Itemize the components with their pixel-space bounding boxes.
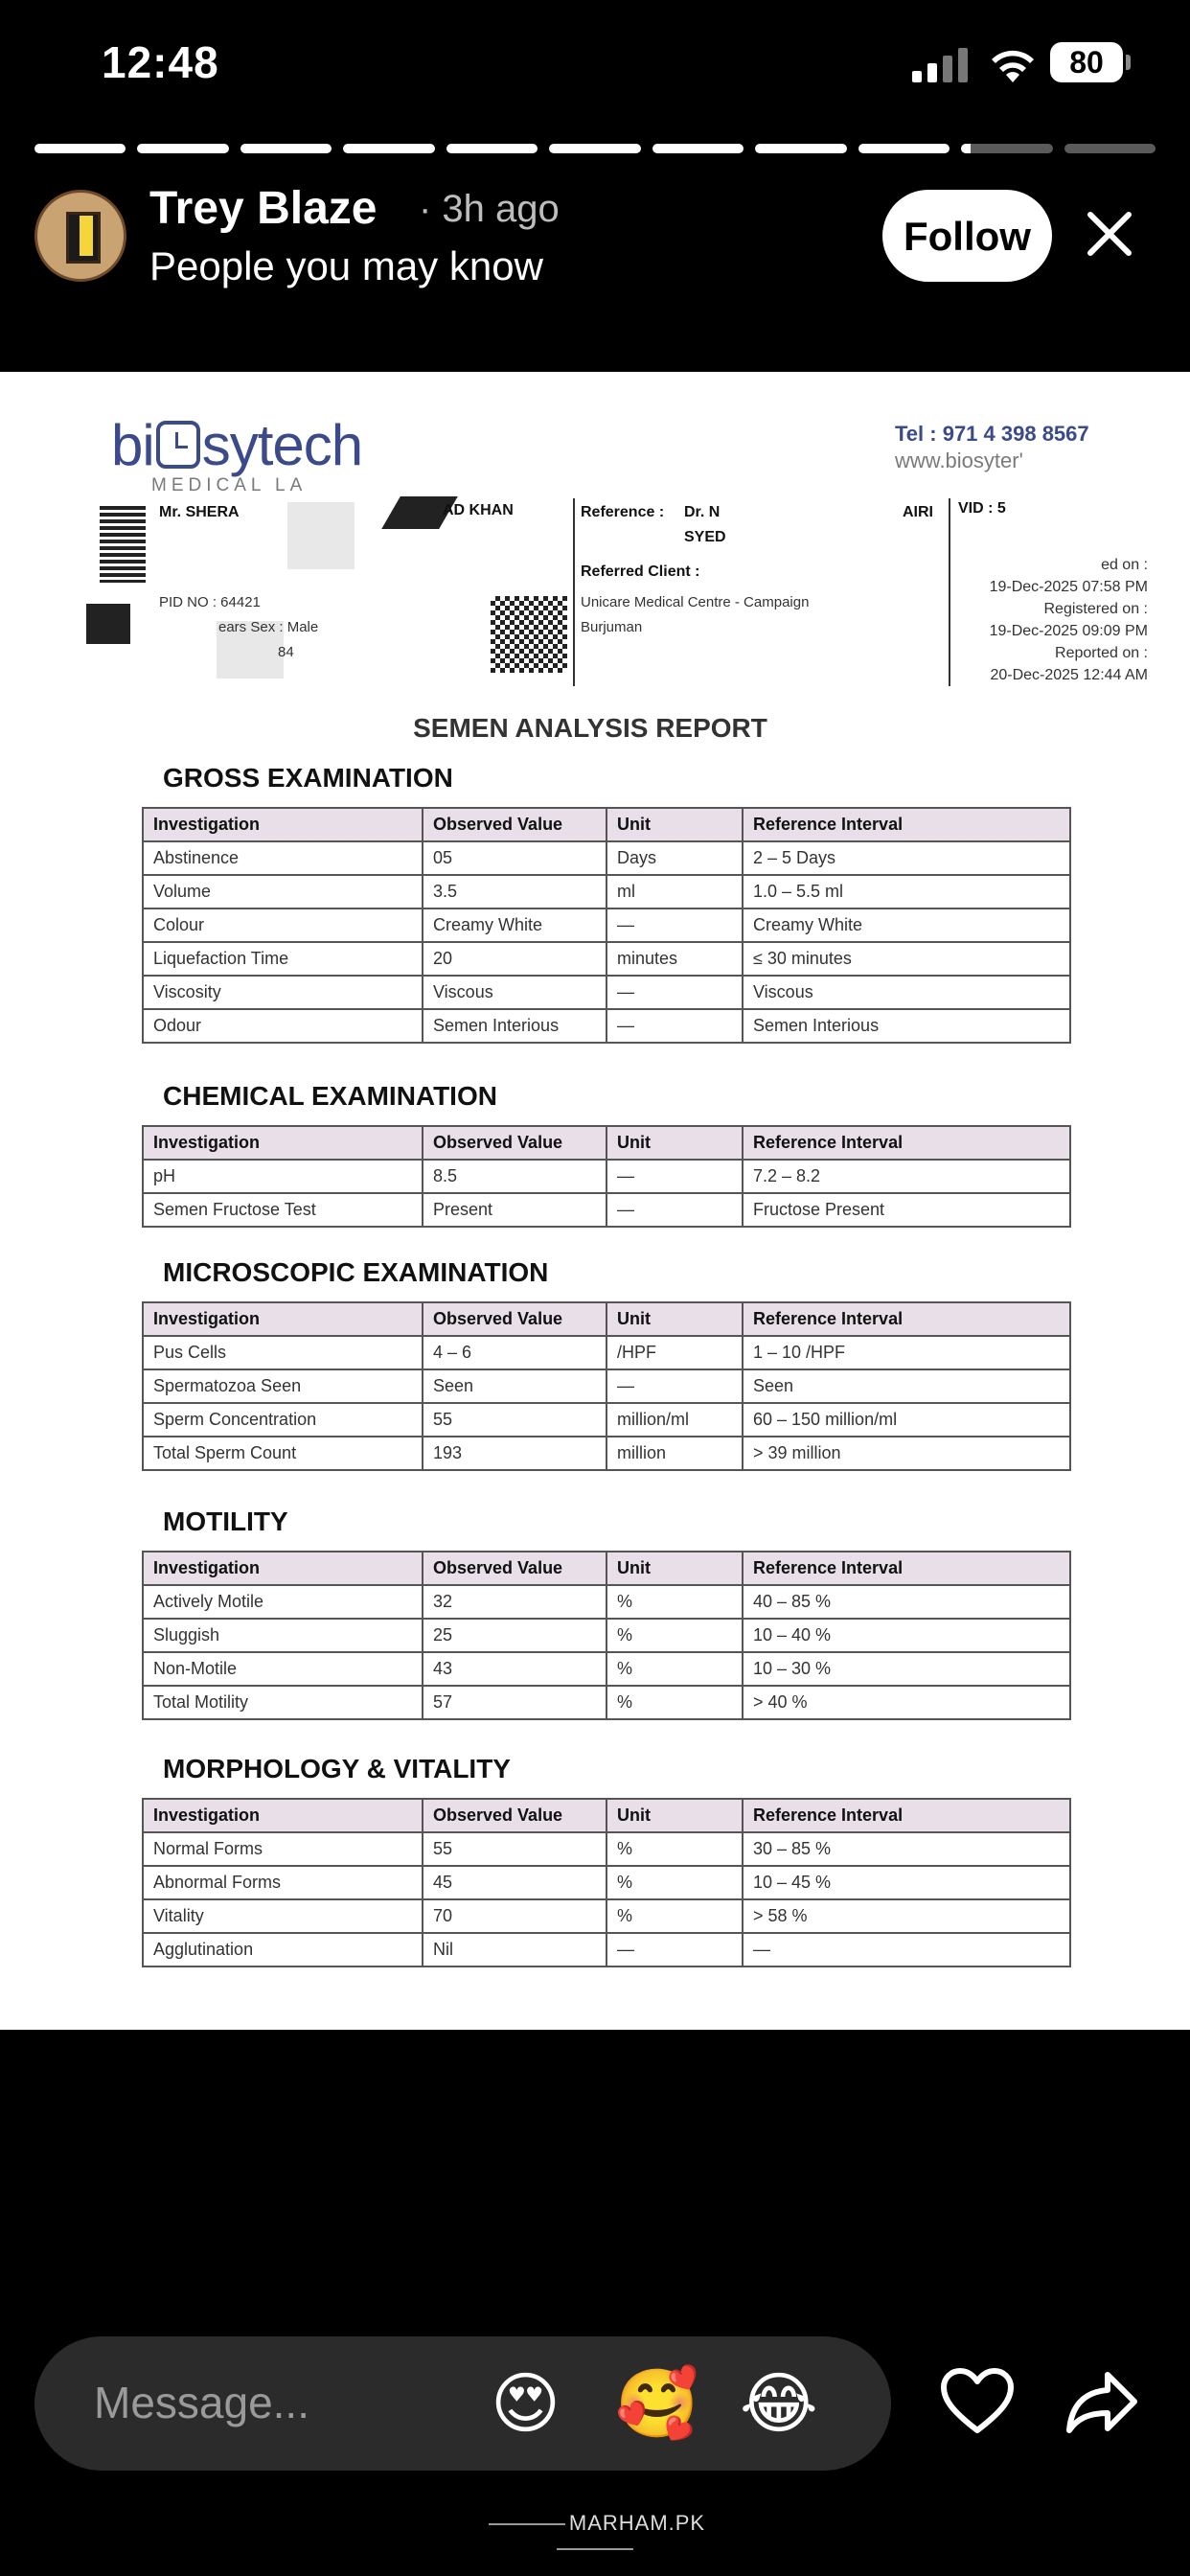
patient-name-2: AD KHAN <box>443 502 514 518</box>
table-cell: Seen <box>423 1369 606 1403</box>
table-cell: /HPF <box>606 1336 743 1369</box>
report-table <box>142 1125 1071 1228</box>
table-row <box>143 1193 1070 1227</box>
column-header: Reference Interval <box>743 808 1070 841</box>
table-header-row <box>143 1552 1070 1585</box>
table-cell: Sluggish <box>143 1619 423 1652</box>
table-row <box>143 1403 1070 1437</box>
table-header-row <box>143 1126 1070 1160</box>
table-row <box>143 1437 1070 1470</box>
column-header: Unit <box>606 808 743 841</box>
emoji-heart-eyes[interactable]: 😍 <box>491 2366 561 2441</box>
progress-segment <box>755 144 846 153</box>
table-row <box>143 1009 1070 1043</box>
username[interactable]: Trey Blaze <box>149 183 378 234</box>
column-header: Investigation <box>143 808 423 841</box>
table-row <box>143 1336 1070 1369</box>
table-header-row <box>143 808 1070 841</box>
table-cell: — <box>606 1009 743 1043</box>
column-header: Observed Value <box>423 1552 606 1585</box>
patient-id-tail: 84 <box>278 644 294 660</box>
cellular-signal-icon <box>912 48 970 82</box>
table-cell: % <box>606 1832 743 1866</box>
table-row <box>143 1686 1070 1719</box>
table-cell: Days <box>606 841 743 875</box>
table-cell: Nil <box>423 1933 606 1966</box>
progress-segment <box>240 144 332 153</box>
progress-segment <box>961 144 1052 153</box>
table-cell: 55 <box>423 1832 606 1866</box>
report-title: SEMEN ANALYSIS REPORT <box>413 713 767 743</box>
reference-label: Reference : <box>581 504 665 520</box>
table-cell: 25 <box>423 1619 606 1652</box>
section-title: GROSS EXAMINATION <box>163 763 453 793</box>
redaction-blur <box>287 502 355 569</box>
redaction-block <box>86 604 130 644</box>
progress-fill <box>549 144 640 153</box>
progress-fill <box>137 144 228 153</box>
story-image-report <box>0 372 1190 2030</box>
section-title: MOTILITY <box>163 1506 288 1536</box>
table-cell: > 40 % <box>743 1686 1070 1719</box>
table-cell: Vitality <box>143 1899 423 1933</box>
table-row <box>143 1933 1070 1966</box>
reference-tail: AIRI <box>903 504 933 520</box>
column-header: Investigation <box>143 1126 423 1160</box>
table-cell: % <box>606 1866 743 1899</box>
registered-label: Registered on : <box>1043 601 1148 617</box>
table-cell: > 58 % <box>743 1899 1070 1933</box>
table-cell: Actively Motile <box>143 1585 423 1619</box>
table-cell: Colour <box>143 908 423 942</box>
table-cell: Semen Interious <box>743 1009 1070 1043</box>
story-header <box>0 182 1190 297</box>
emoji-joy[interactable]: 😂 <box>740 2366 818 2441</box>
table-cell: — <box>606 908 743 942</box>
collected-date: 19-Dec-2025 07:58 PM <box>989 579 1148 595</box>
table-cell: 10 – 45 % <box>743 1866 1070 1899</box>
table-cell: Fructose Present <box>743 1193 1070 1227</box>
patient-pid: PID NO : 64421 <box>159 594 261 610</box>
table-cell: 05 <box>423 841 606 875</box>
progress-fill <box>240 144 332 153</box>
lab-logo: bi sytech <box>111 413 363 477</box>
column-header: Reference Interval <box>743 1126 1070 1160</box>
reference-value: Dr. N <box>684 504 721 520</box>
table-cell: Spermatozoa Seen <box>143 1369 423 1403</box>
progress-segment <box>549 144 640 153</box>
table-cell: 3.5 <box>423 875 606 908</box>
table-cell: 2 – 5 Days <box>743 841 1070 875</box>
table-row <box>143 1899 1070 1933</box>
suggestion-subtitle: People you may know <box>149 243 543 288</box>
message-input[interactable] <box>34 2336 891 2471</box>
table-cell: Abstinence <box>143 841 423 875</box>
table-cell: 7.2 – 8.2 <box>743 1160 1070 1193</box>
table-cell: Normal Forms <box>143 1832 423 1866</box>
table-cell: Seen <box>743 1369 1070 1403</box>
table-cell: % <box>606 1619 743 1652</box>
table-cell: — <box>743 1933 1070 1966</box>
table-cell: Pus Cells <box>143 1336 423 1369</box>
share-icon[interactable] <box>1065 2369 1138 2436</box>
table-cell: % <box>606 1585 743 1619</box>
table-cell: Agglutination <box>143 1933 423 1966</box>
door-light <box>80 216 93 256</box>
table-row <box>143 1866 1070 1899</box>
report-table <box>142 1798 1071 1967</box>
report-table <box>142 807 1071 1044</box>
table-row <box>143 1160 1070 1193</box>
table-cell: 57 <box>423 1686 606 1719</box>
table-header-row <box>143 1302 1070 1336</box>
table-cell: Creamy White <box>423 908 606 942</box>
column-header: Reference Interval <box>743 1552 1070 1585</box>
qr-code <box>491 596 567 673</box>
section-title: MORPHOLOGY & VITALITY <box>163 1754 511 1783</box>
patient-age-sex: ears Sex : Male <box>218 619 319 635</box>
lab-website: www.biosyter' <box>895 448 1023 472</box>
watermark: MARHAM.PK <box>451 2511 739 2561</box>
table-cell: 55 <box>423 1403 606 1437</box>
registered-date: 19-Dec-2025 09:09 PM <box>989 623 1148 639</box>
table-cell: % <box>606 1686 743 1719</box>
progress-segment <box>34 144 126 153</box>
table-cell: Sperm Concentration <box>143 1403 423 1437</box>
clock-icon <box>156 421 200 469</box>
visit-id: VID : 5 <box>958 500 1006 517</box>
table-header-row <box>143 1799 1070 1832</box>
table-row <box>143 976 1070 1009</box>
table-cell: Viscous <box>743 976 1070 1009</box>
table-cell: Viscous <box>423 976 606 1009</box>
table-cell: 40 – 85 % <box>743 1585 1070 1619</box>
lab-phone: Tel : 971 4 398 8567 <box>895 422 1089 446</box>
table-cell: minutes <box>606 942 743 976</box>
table-cell: Abnormal Forms <box>143 1866 423 1899</box>
column-header: Observed Value <box>423 808 606 841</box>
table-row <box>143 908 1070 942</box>
table-cell: 60 – 150 million/ml <box>743 1403 1070 1437</box>
column-header: Reference Interval <box>743 1302 1070 1336</box>
table-cell: 70 <box>423 1899 606 1933</box>
table-cell: Viscosity <box>143 976 423 1009</box>
follow-button[interactable]: Follow <box>882 190 1052 282</box>
table-cell: Present <box>423 1193 606 1227</box>
progress-fill <box>652 144 744 153</box>
table-cell: 30 – 85 % <box>743 1832 1070 1866</box>
status-time: 12:48 <box>102 37 219 87</box>
table-cell: 43 <box>423 1652 606 1686</box>
column-header: Unit <box>606 1126 743 1160</box>
table-cell: 1.0 – 5.5 ml <box>743 875 1070 908</box>
table-cell: Non-Motile <box>143 1652 423 1686</box>
table-cell: 8.5 <box>423 1160 606 1193</box>
divider <box>949 498 950 686</box>
table-cell: — <box>606 1193 743 1227</box>
progress-fill <box>755 144 846 153</box>
reported-label: Reported on : <box>1055 645 1148 661</box>
progress-fill <box>446 144 538 153</box>
table-cell: % <box>606 1652 743 1686</box>
table-cell: pH <box>143 1160 423 1193</box>
progress-segment <box>446 144 538 153</box>
table-cell: — <box>606 1160 743 1193</box>
table-cell: Volume <box>143 875 423 908</box>
progress-fill <box>34 144 126 153</box>
reported-date: 20-Dec-2025 12:44 AM <box>990 667 1148 683</box>
column-header: Unit <box>606 1799 743 1832</box>
table-cell: million <box>606 1437 743 1470</box>
lab-tagline: MEDICAL LA <box>151 475 308 495</box>
patient-name: Mr. SHERA <box>159 504 240 520</box>
table-cell: Liquefaction Time <box>143 942 423 976</box>
progress-segment <box>652 144 744 153</box>
avatar[interactable] <box>34 190 126 282</box>
table-row <box>143 1832 1070 1866</box>
reference-value-2: SYED <box>684 529 726 545</box>
table-row <box>143 1369 1070 1403</box>
table-row <box>143 1619 1070 1652</box>
referred-client-value: Unicare Medical Centre - Campaign Burjuman <box>581 594 810 635</box>
table-cell: — <box>606 1369 743 1403</box>
progress-fill <box>858 144 950 153</box>
report-table <box>142 1301 1071 1471</box>
table-cell: 45 <box>423 1866 606 1899</box>
table-row <box>143 1585 1070 1619</box>
progress-segment <box>1064 144 1156 153</box>
report-table <box>142 1551 1071 1720</box>
table-cell: Semen Fructose Test <box>143 1193 423 1227</box>
table-cell: Total Sperm Count <box>143 1437 423 1470</box>
table-cell: Creamy White <box>743 908 1070 942</box>
wifi-icon <box>989 44 1037 84</box>
table-cell: 20 <box>423 942 606 976</box>
table-cell: million/ml <box>606 1403 743 1437</box>
post-time: · 3h ago <box>419 188 560 230</box>
referred-client-label: Referred Client : <box>581 564 700 580</box>
column-header: Observed Value <box>423 1126 606 1160</box>
table-cell: ≤ 30 minutes <box>743 942 1070 976</box>
battery-icon: 80 <box>1050 42 1123 82</box>
barcode <box>100 506 146 583</box>
table-cell: % <box>606 1899 743 1933</box>
column-header: Observed Value <box>423 1302 606 1336</box>
section-title: MICROSCOPIC EXAMINATION <box>163 1257 549 1287</box>
table-cell: 10 – 30 % <box>743 1652 1070 1686</box>
column-header: Investigation <box>143 1552 423 1585</box>
table-cell: Total Motility <box>143 1686 423 1719</box>
column-header: Investigation <box>143 1799 423 1832</box>
message-placeholder: Message... <box>94 2378 309 2427</box>
table-row <box>143 942 1070 976</box>
table-cell: — <box>606 1933 743 1966</box>
table-cell: 1 – 10 /HPF <box>743 1336 1070 1369</box>
report-dates <box>952 554 1148 686</box>
table-row <box>143 1652 1070 1686</box>
status-bar <box>0 0 1190 134</box>
section-title: CHEMICAL EXAMINATION <box>163 1081 497 1111</box>
table-cell: 32 <box>423 1585 606 1619</box>
table-cell: Odour <box>143 1009 423 1043</box>
progress-fill <box>961 144 971 153</box>
column-header: Reference Interval <box>743 1799 1070 1832</box>
table-cell: ml <box>606 875 743 908</box>
table-cell: 193 <box>423 1437 606 1470</box>
table-row <box>143 841 1070 875</box>
table-cell: 10 – 40 % <box>743 1619 1070 1652</box>
collected-label: ed on : <box>1101 557 1148 573</box>
progress-segment <box>343 144 434 153</box>
column-header: Unit <box>606 1302 743 1336</box>
progress-segment <box>858 144 950 153</box>
table-cell: — <box>606 976 743 1009</box>
column-header: Observed Value <box>423 1799 606 1832</box>
column-header: Investigation <box>143 1302 423 1336</box>
close-icon[interactable] <box>1085 209 1134 259</box>
table-cell: > 39 million <box>743 1437 1070 1470</box>
emoji-smiling-hearts[interactable]: 🥰 <box>615 2366 699 2441</box>
divider <box>573 498 575 686</box>
story-progress-bar <box>34 144 1156 153</box>
table-cell: Semen Interious <box>423 1009 606 1043</box>
progress-fill <box>343 144 434 153</box>
column-header: Unit <box>606 1552 743 1585</box>
progress-segment <box>137 144 228 153</box>
table-cell: 4 – 6 <box>423 1336 606 1369</box>
heart-icon[interactable] <box>939 2367 1016 2436</box>
table-row <box>143 875 1070 908</box>
